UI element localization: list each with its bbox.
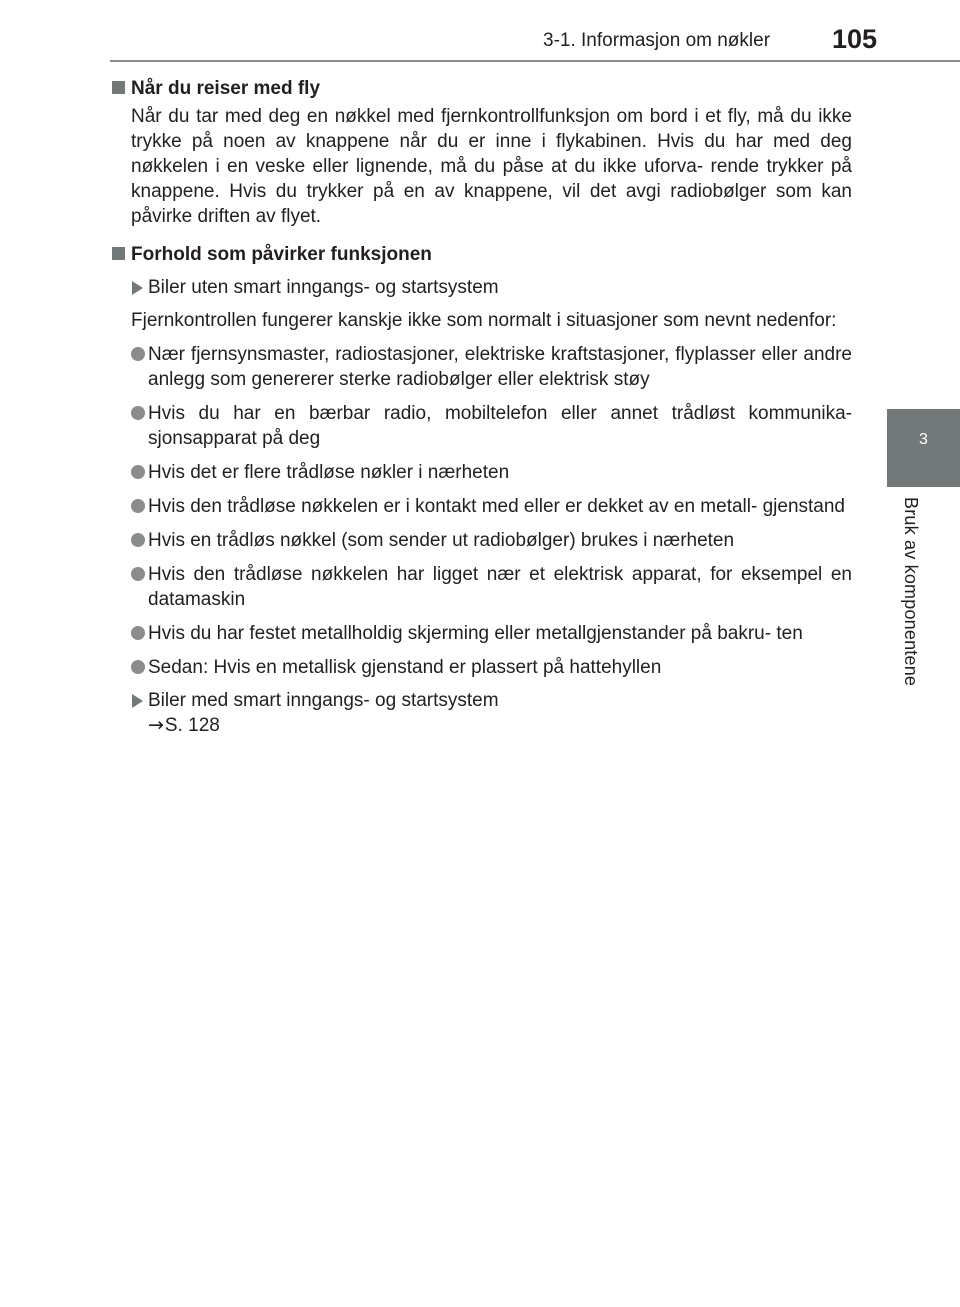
chapter-number-box [887, 409, 960, 487]
bullet-dot-icon [131, 567, 145, 581]
header-divider [110, 60, 960, 62]
subsection-title [112, 688, 852, 713]
list-item-text: Nær fjernsynsmaster, radiostasjoner, elektriske kraftstasjoner, flyplasser eller andre anlegg som genererer sterke radiobølger eller elektrisk støy [148, 344, 852, 390]
page-reference-text[interactable]: S. 128 [164, 715, 220, 736]
list-item [112, 621, 852, 646]
bullet-dot-icon [131, 347, 145, 361]
list-item [112, 528, 852, 553]
page-number: 105 [832, 24, 878, 54]
bullet-dot-icon [131, 406, 145, 420]
list-item-text: Hvis den trådløse nøkkelen har ligget nær et elektrisk apparat, for eksempel en datamaskin [148, 564, 852, 610]
triangle-marker-icon [132, 281, 143, 295]
section-heading [112, 242, 852, 267]
list-item [112, 460, 852, 485]
subsection-title [112, 275, 852, 300]
triangle-marker-icon [132, 694, 143, 708]
page-content [112, 76, 852, 738]
section-heading-text: Forhold som påvirker funksjonen [131, 244, 432, 265]
square-bullet-icon [112, 81, 125, 94]
section-heading-text: Når du reiser med fly [131, 78, 321, 99]
section-heading [112, 76, 852, 101]
chapter-title: Bruk av komponentene [901, 497, 921, 687]
bullet-dot-icon [131, 660, 145, 674]
list-item-text: Hvis det er flere trådløse nøkler i nærheten [148, 462, 510, 483]
list-item [112, 401, 852, 451]
list-item [112, 342, 852, 392]
right-arrow-icon: → [148, 714, 164, 736]
list-item-text: Hvis en trådløs nøkkel (som sender ut radiobølger) brukes i nærheten [148, 530, 735, 551]
subsection-title-text: Biler uten smart inngangs- og startsystem [148, 277, 499, 298]
bullet-dot-icon [131, 626, 145, 640]
list-item-text: Sedan: Hvis en metallisk gjenstand er plassert på hattehyllen [148, 657, 662, 678]
bullet-dot-icon [131, 499, 145, 513]
list-item-text: Hvis du har en bærbar radio, mobiltelefon eller annet trådløst kommunika- sjonsapparat på deg [148, 403, 852, 449]
chapter-label-band [887, 487, 960, 732]
section-title: 3-1. Informasjon om nøkler [543, 30, 771, 51]
chapter-number: 3 [919, 431, 928, 448]
list-item-text: Hvis den trådløse nøkkelen er i kontakt med eller er dekket av en metall- gjenstand [148, 496, 845, 517]
intro-paragraph: Fjernkontrollen fungerer kanskje ikke som normalt i situasjoner som nevnt nedenfor: [131, 310, 837, 331]
list-item [112, 494, 852, 519]
list-item [112, 562, 852, 612]
square-bullet-icon [112, 247, 125, 260]
page-reference[interactable] [112, 713, 852, 738]
body-paragraph: Når du tar med deg en nøkkel med fjernkontrollfunksjon om bord i et fly, må du ikke trykke på noen av knappene når du er inne i flykabinen. Hvis du har med deg nøkkelen i en veske eller lignende, må du påse at du ikke uforva- rende trykker på knappene. Hvis du trykker på en av knappene, vil det avgi radiobølger som kan påvirke driften av flyet. [131, 106, 852, 227]
list-item-text: Hvis du har festet metallholdig skjerming eller metallgjenstander på bakru- ten [148, 623, 803, 644]
subsection-title-text: Biler med smart inngangs- og startsystem [148, 690, 499, 711]
page-header [0, 0, 960, 62]
list-item [112, 655, 852, 680]
bullet-dot-icon [131, 533, 145, 547]
bullet-dot-icon [131, 465, 145, 479]
